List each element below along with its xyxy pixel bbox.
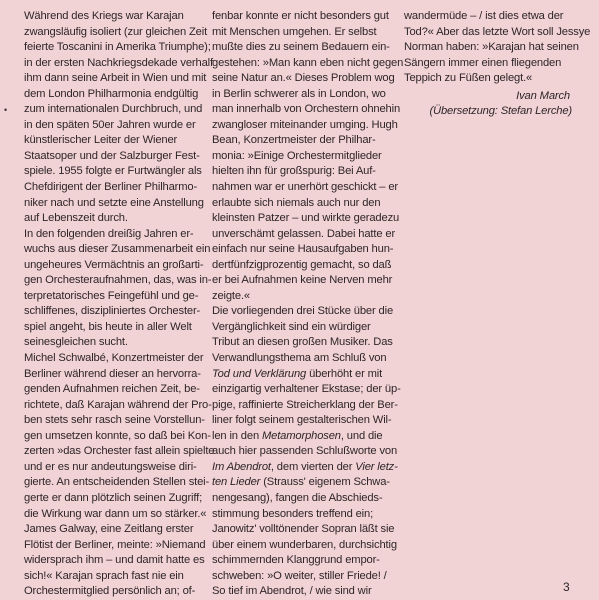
text-segment: in Berlin schwerer als in London, wo xyxy=(212,87,386,100)
text-line: gen umsetzen konnte, so daß bei Kon- xyxy=(24,429,211,442)
text-line xyxy=(212,475,398,491)
text-line xyxy=(212,242,398,258)
margin-mark: • xyxy=(4,105,8,115)
text-line: Orchestermitglied persönlich an; of- xyxy=(24,585,196,598)
text-segment: dertfünfzigprozentig gemacht, so daß xyxy=(212,258,392,271)
text-segment: stimmung besonders treffend ein; xyxy=(212,507,374,520)
text-column-2 xyxy=(212,9,404,600)
text-line xyxy=(212,9,398,25)
text-line: Berliner während dieser an hervorra- xyxy=(24,367,201,380)
text-line: sich!« Karajan sprach fast nie ein xyxy=(24,569,184,582)
text-line xyxy=(212,335,398,351)
text-line: Tod?« Aber das letzte Wort soll Jessye xyxy=(404,25,591,38)
text-segment: nahmen war er unerhört geschickt – er xyxy=(212,181,398,194)
text-line: Flötist der Berliner, meinte: »Niemand xyxy=(24,538,206,551)
text-line xyxy=(212,25,398,41)
text-line: Staatsoper und der Salzburger Fest- xyxy=(24,149,200,162)
text-line: Norman haben: »Karajan hat seinen xyxy=(404,41,579,54)
text-line: gierte. An entscheidenden Stellen stei- xyxy=(24,476,210,489)
text-segment: , dem vierten der xyxy=(270,460,356,473)
text-line xyxy=(212,538,398,554)
text-line: James Galway, eine Zeitlang erster xyxy=(24,523,194,536)
work-title: Metamorphosen xyxy=(261,429,341,442)
text-line xyxy=(212,71,398,87)
text-segment: Die vorliegenden drei Stücke über die xyxy=(212,305,394,318)
text-line xyxy=(212,289,398,305)
column-3-body xyxy=(404,9,591,87)
text-segment: über einem wunderbaren, durchsichtig xyxy=(212,538,397,551)
text-line xyxy=(212,149,398,165)
text-line: die Wirkung war dann um so stärker.« xyxy=(24,507,207,520)
text-line: zwangsläufig isoliert (zur gleichen Zeit xyxy=(24,25,208,38)
text-line: dem London Philharmonia endgültig xyxy=(24,87,199,100)
text-line: feierte Toscanini in Amerika Triumphe); xyxy=(24,41,211,54)
text-segment: So tief im Abendrot, / wie sind wir xyxy=(212,585,372,598)
text-line: niker nach und setzte eine Anstellung xyxy=(24,196,204,209)
text-line xyxy=(212,118,398,134)
text-line xyxy=(212,507,398,523)
text-line: in der ersten Nachkriegsdekade verhalf xyxy=(24,56,213,69)
text-line xyxy=(212,367,398,383)
text-line: schliffenes, diszipliniertes Orchester- xyxy=(24,305,201,318)
text-line xyxy=(212,180,398,196)
text-line: ungeheures Vermächtnis an großarti- xyxy=(24,258,204,271)
text-column-1 xyxy=(24,9,215,600)
text-line xyxy=(212,133,398,149)
text-segment: man innerhalb von Orchestern ohnehin xyxy=(212,103,401,116)
text-segment: Vergänglichkeit sind ein würdiger xyxy=(212,320,371,333)
text-segment: liner folgt seinem gestalterischen Wil- xyxy=(212,414,392,427)
text-segment: Bean, Konzertmeister der Philhar- xyxy=(212,134,376,147)
text-line: terpretatorisches Feingefühl und ge- xyxy=(24,289,199,302)
work-title: Tod und Verklärung xyxy=(212,367,307,380)
text-segment: auch hier passenden Schlußworte von xyxy=(212,445,398,458)
text-line xyxy=(212,273,398,289)
text-segment: überhöht er mit xyxy=(306,367,383,380)
text-line: auf Lebenszeit durch. xyxy=(24,212,128,225)
text-line: und er es nur andeutungsweise diri- xyxy=(24,460,197,473)
text-segment: Verwandlungsthema am Schluß von xyxy=(212,352,387,365)
text-line xyxy=(212,56,404,72)
text-segment: gestehen: »Man kann eben nicht gegen xyxy=(212,56,404,69)
text-line xyxy=(212,413,398,429)
text-line xyxy=(212,429,398,445)
work-title: Im Abendrot xyxy=(212,460,271,473)
text-line xyxy=(212,304,398,320)
text-line: in den späten 50er Jahren wurde er xyxy=(24,118,196,131)
text-line: künstlerischer Leiter der Wiener xyxy=(24,134,178,147)
text-line xyxy=(212,491,398,507)
text-segment: einfach nur seine Hausaufgaben hun- xyxy=(212,243,394,256)
text-line: gerte er dann plötzlich seinen Zugriff; xyxy=(24,491,203,504)
text-segment: Tribut an diesen großen Musiker. Das xyxy=(212,336,393,349)
page-number: 3 xyxy=(563,580,570,594)
text-line: wuchs aus dieser Zusammenarbeit ein xyxy=(24,243,211,256)
work-title: ten Lieder xyxy=(212,476,261,489)
text-column-3 xyxy=(404,9,591,120)
text-line: zum internationalen Durchbruch, und xyxy=(24,103,203,116)
text-line: Während des Kriegs war Karajan xyxy=(24,10,184,22)
text-line xyxy=(212,164,398,180)
translator-credit: (Übersetzung: Stefan Lerche) xyxy=(429,105,572,118)
text-line xyxy=(212,553,398,569)
text-line xyxy=(212,196,398,212)
text-line: gen Orchesteraufnahmen, das, was in- xyxy=(24,274,212,287)
text-line: In den folgenden dreißig Jahren er- xyxy=(24,227,194,240)
text-segment: schweben: »O weiter, stiller Friede! / xyxy=(212,569,387,582)
text-segment: (Strauss' eigenem Schwa- xyxy=(260,476,390,489)
text-segment: , und die xyxy=(340,429,383,442)
text-segment: er bei Aufnahmen keine Nerven mehr xyxy=(212,274,393,287)
text-segment: len in den xyxy=(212,429,262,442)
text-segment: Janowitz' volltönender Sopran läßt sie xyxy=(212,523,395,536)
author-signature: Ivan March xyxy=(516,89,570,102)
text-line xyxy=(212,40,398,56)
text-line xyxy=(212,320,398,336)
work-title: Vier letz- xyxy=(355,460,398,473)
text-segment: nengesang), fangen die Abschieds- xyxy=(212,491,383,504)
text-line: widersprach ihm – und damit hatte es xyxy=(24,554,205,567)
text-line xyxy=(212,227,398,243)
text-segment: mit Menschen umgehen. Er selbst xyxy=(212,25,377,38)
text-line: Chefdirigent der Berliner Philharmo- xyxy=(24,181,198,194)
text-line xyxy=(212,444,398,460)
text-segment: schimmernden Klanggrund empor- xyxy=(212,554,380,567)
text-line: Teppich zu Füßen gelegt.« xyxy=(404,72,533,85)
text-line xyxy=(212,382,401,398)
text-segment: zwangloser miteinander umging. Hugh xyxy=(212,118,398,131)
text-line: ben stets sehr rasch seine Vorstellun- xyxy=(24,414,205,427)
text-line xyxy=(212,211,398,227)
text-segment: einzigartig verhaltener Ekstase; der üp- xyxy=(212,383,401,396)
text-segment: erlaubte sich niemals auch nur den xyxy=(212,196,381,209)
text-line xyxy=(212,522,398,538)
text-line xyxy=(212,460,398,476)
text-line xyxy=(212,584,398,600)
text-line xyxy=(212,87,398,103)
text-segment: fenbar konnte er nicht besonders gut xyxy=(212,10,389,22)
text-line xyxy=(212,102,401,118)
text-line xyxy=(212,258,398,274)
text-line: Sängern immer einen fliegenden xyxy=(404,56,562,69)
text-line: seinesgleichen sucht. xyxy=(24,336,128,349)
text-segment: unverschämt gelassen. Dabei hatte er xyxy=(212,227,396,240)
text-line xyxy=(212,569,398,585)
text-line: wandermüde – / ist dies etwa der xyxy=(404,10,564,22)
text-line: ihm dann seine Arbeit in Wien und mit xyxy=(24,72,207,85)
text-segment: mußte dies zu seinem Bedauern ein- xyxy=(212,41,390,54)
text-line: Michel Schwalbé, Konzertmeister der xyxy=(24,352,204,365)
text-line xyxy=(212,398,398,414)
text-line: zerten »das Orchester fast allein spielte xyxy=(24,445,215,458)
text-line: richtete, daß Karajan während der Pro- xyxy=(24,398,212,411)
text-line xyxy=(212,351,398,367)
text-line: spiel angeht, bis heute in aller Welt xyxy=(24,320,192,333)
text-line: spiele. 1955 folgte er Furtwängler als xyxy=(24,165,202,178)
text-segment: pige, raffinierte Streicherklang der Ber- xyxy=(212,398,398,411)
text-segment: monia: »Einige Orchestermitglieder xyxy=(212,149,382,162)
text-segment: zeigte.« xyxy=(212,289,250,302)
text-segment: kleinsten Patzer – und wirkte geradezu xyxy=(212,212,400,225)
text-segment: seine Natur an.« Dieses Problem wog xyxy=(212,72,395,85)
text-line: genden Aufnahmen reichen Zeit, be- xyxy=(24,383,200,396)
text-segment: hielten ihn für großspurig: Bei Auf- xyxy=(212,165,376,178)
